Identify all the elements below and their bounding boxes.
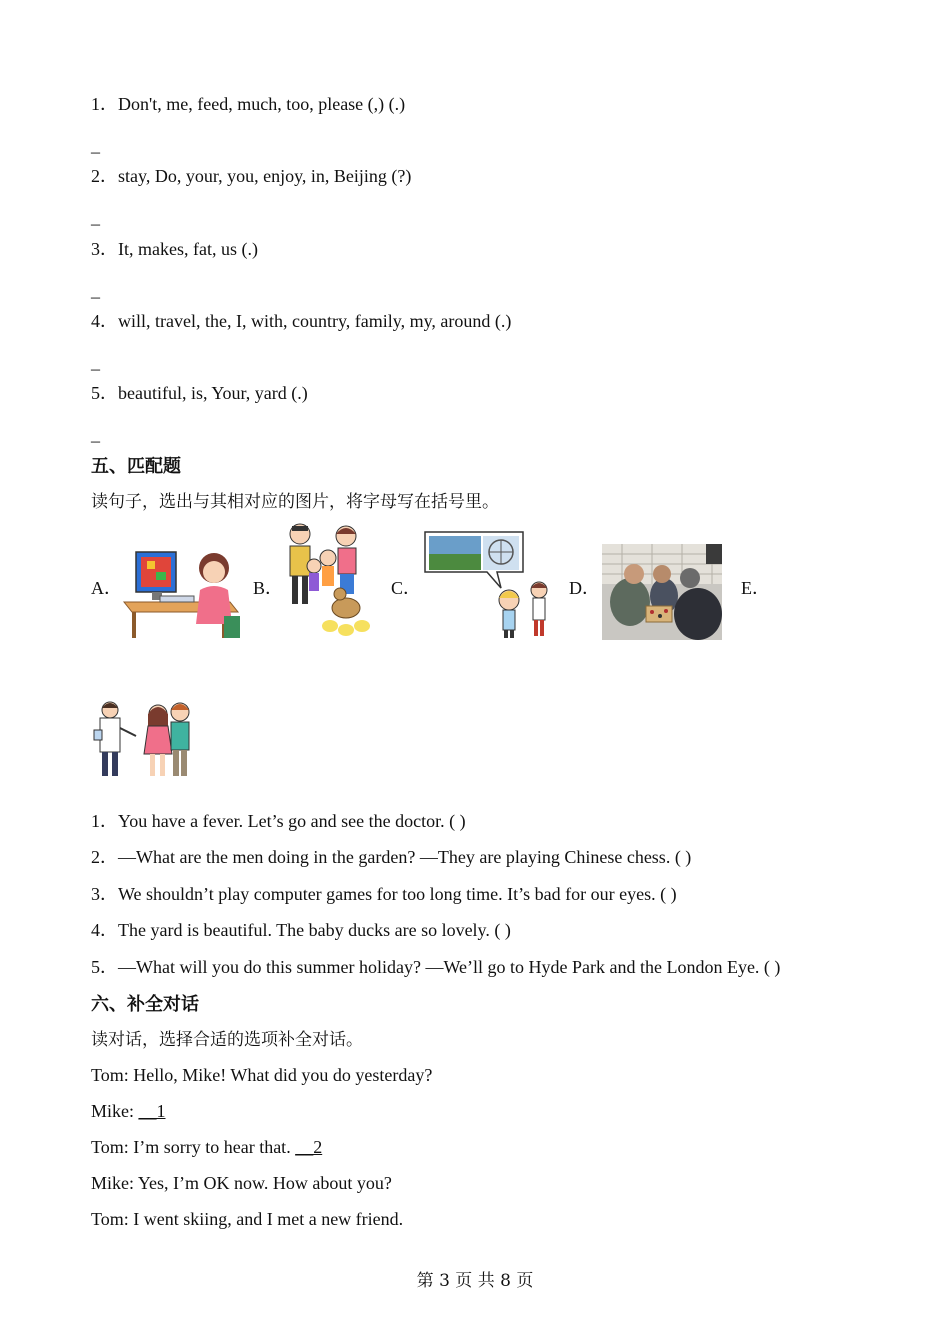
matching-sentence-5 — [91, 955, 780, 979]
question-number: 3． — [91, 239, 118, 259]
answer-line-2[interactable]: _ — [91, 207, 100, 227]
dialogue-line-3 — [91, 1135, 322, 1159]
option-label-a: A． — [91, 578, 122, 598]
dialogue-text: Mike: Yes, I’m OK now. How about you? — [91, 1173, 392, 1193]
question-number: 2． — [91, 166, 118, 186]
question-text: stay, Do, your, you, enjoy, in, Beijing (?) — [118, 166, 412, 186]
option-label-d: D． — [569, 578, 600, 598]
question-2 — [91, 164, 411, 188]
question-text: We shouldn’t play computer games for too long time. It’s bad for our eyes. ( ) — [118, 884, 677, 904]
dialogue-line-5 — [91, 1207, 403, 1231]
dialogue-blank-1[interactable]: __1 — [138, 1101, 166, 1121]
question-number: 4． — [91, 311, 118, 331]
matching-sentence-3 — [91, 882, 677, 906]
dialogue-text: Tom: I went skiing, and I met a new friend. — [91, 1209, 404, 1229]
question-number: 5． — [91, 957, 118, 977]
dialogue-blank-2[interactable]: __2 — [295, 1137, 323, 1157]
question-text: will, travel, the, I, with, country, family, my, around (.) — [118, 311, 512, 331]
question-number: 1． — [91, 94, 118, 114]
answer-line-5[interactable]: _ — [91, 424, 100, 444]
question-3 — [91, 237, 258, 261]
dialogue-text: Tom: Hello, Mike! What did you do yesterday? — [91, 1065, 433, 1085]
picture-london-trip — [423, 528, 553, 640]
question-5 — [91, 381, 308, 405]
question-text: Don't, me, feed, much, too, please (,) (.) — [118, 94, 406, 114]
question-number: 2． — [91, 847, 118, 867]
dialogue-line-1 — [91, 1063, 432, 1087]
question-4 — [91, 309, 511, 333]
question-number: 4． — [91, 920, 118, 940]
section-heading-matching: 五、匹配题 — [91, 456, 181, 477]
matching-sentence-4 — [91, 918, 511, 942]
question-text: —What will you do this summer holiday? —We’ll go to Hyde Park and the London Eye. ( ) — [118, 957, 781, 977]
option-label-b: B． — [253, 578, 284, 598]
option-label-e: E． — [741, 578, 770, 598]
section-instruction: 读对话，选择合适的选项补全对话。 — [91, 1030, 363, 1050]
section-heading-dialogue: 六、补全对话 — [91, 994, 199, 1015]
matching-sentence-2 — [91, 845, 691, 869]
option-label-c: C． — [391, 578, 422, 598]
dialogue-line-2 — [91, 1099, 166, 1123]
question-number: 1． — [91, 811, 118, 831]
picture-family-ducks — [284, 522, 372, 640]
question-1 — [91, 92, 405, 116]
question-text: The yard is beautiful. The baby ducks are so lovely. ( ) — [118, 920, 511, 940]
picture-computer-child — [122, 546, 244, 640]
question-text: You have a fever. Let’s go and see the doctor. ( ) — [118, 811, 466, 831]
question-text: It, makes, fat, us (.) — [118, 239, 258, 259]
picture-chinese-chess — [602, 544, 722, 640]
section-instruction: 读句子，选出与其相对应的图片，将字母写在括号里。 — [91, 492, 499, 512]
dialogue-text: Tom: I’m sorry to hear that. — [91, 1137, 296, 1157]
dialogue-text: Mike: — [91, 1101, 139, 1121]
answer-line-1[interactable]: _ — [91, 135, 100, 155]
question-text: beautiful, is, Your, yard (.) — [118, 383, 308, 403]
question-number: 5． — [91, 383, 118, 403]
page-number-footer: 第 3 页 共 8 页 — [416, 1271, 534, 1291]
answer-line-3[interactable]: _ — [91, 280, 100, 300]
matching-sentence-1 — [91, 809, 466, 833]
question-number: 3． — [91, 884, 118, 904]
picture-doctor-visit — [92, 700, 196, 780]
dialogue-line-4 — [91, 1171, 392, 1195]
answer-line-4[interactable]: _ — [91, 352, 100, 372]
question-text: —What are the men doing in the garden? —They are playing Chinese chess. ( ) — [118, 847, 692, 867]
